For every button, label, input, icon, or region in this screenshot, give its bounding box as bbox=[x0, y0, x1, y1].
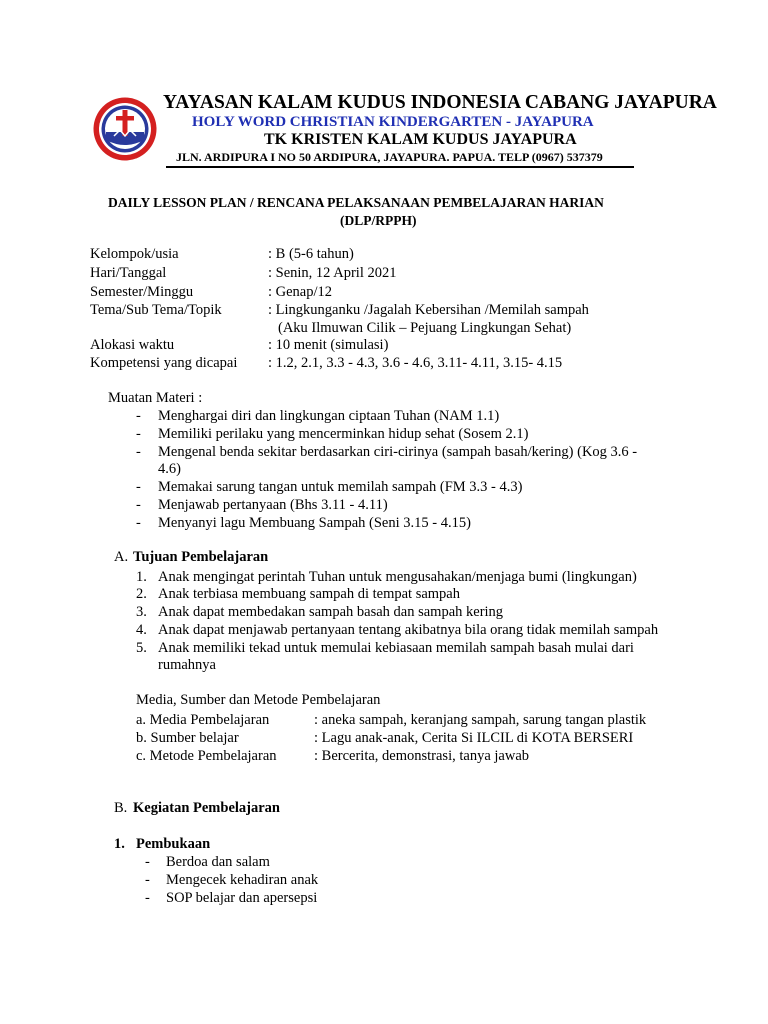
school-english-name: HOLY WORD CHRISTIAN KINDERGARTEN - JAYAPURA bbox=[192, 114, 594, 130]
tujuan-item: Anak dapat membedakan sampah basah dan sampah kering bbox=[158, 604, 504, 620]
section-a-heading: Tujuan Pembelajaran bbox=[133, 549, 269, 565]
bullet-dash: - bbox=[136, 515, 141, 531]
bullet-dash: - bbox=[136, 497, 141, 513]
info-value: : Genap/12 bbox=[268, 284, 333, 300]
bullet-dash: - bbox=[136, 408, 141, 424]
info-value: : Lingkunganku /Jagalah Kebersihan /Memilah sampah bbox=[268, 302, 589, 318]
section-b-letter: B. bbox=[114, 800, 128, 816]
bullet-dash: - bbox=[145, 872, 150, 888]
header-divider bbox=[166, 166, 634, 168]
bullet-dash: - bbox=[136, 444, 141, 460]
info-value: : Senin, 12 April 2021 bbox=[268, 265, 397, 281]
media-heading: Media, Sumber dan Metode Pembelajaran bbox=[136, 692, 381, 708]
document-subtitle: (DLP/RPPH) bbox=[340, 213, 417, 228]
section-b-heading: Kegiatan Pembelajaran bbox=[133, 800, 280, 816]
info-value: : 1.2, 2.1, 3.3 - 4.3, 3.6 - 4.6, 3.11- 4.11, 3.15- 4.15 bbox=[268, 355, 563, 371]
list-number: 5. bbox=[136, 640, 147, 656]
tujuan-item-continued: rumahnya bbox=[158, 657, 216, 673]
info-label: Semester/Minggu bbox=[90, 284, 194, 300]
list-number: 1. bbox=[136, 569, 147, 585]
muatan-item: Menjawab pertanyaan (Bhs 3.11 - 4.11) bbox=[158, 497, 388, 513]
media-value: : aneka sampah, keranjang sampah, sarung tangan plastik bbox=[314, 712, 647, 728]
muatan-item-continued: 4.6) bbox=[158, 461, 181, 477]
pembukaan-item: Berdoa dan salam bbox=[166, 854, 270, 870]
tujuan-item: Anak terbiasa membuang sampah di tempat sampah bbox=[158, 586, 460, 602]
school-address: JLN. ARDIPURA I NO 50 ARDIPURA, JAYAPURA. PAPUA. TELP (0967) 537379 bbox=[176, 150, 603, 164]
school-name: TK KRISTEN KALAM KUDUS JAYAPURA bbox=[264, 131, 577, 148]
pembukaan-item: Mengecek kehadiran anak bbox=[166, 872, 319, 888]
media-label: c. Metode Pembelajaran bbox=[136, 748, 277, 764]
subsection-number: 1. bbox=[114, 836, 125, 852]
bullet-dash: - bbox=[145, 854, 150, 870]
muatan-item: Menyanyi lagu Membuang Sampah (Seni 3.15 - 4.15) bbox=[158, 515, 471, 531]
info-label: Kompetensi yang dicapai bbox=[90, 355, 238, 371]
media-label: b. Sumber belajar bbox=[136, 730, 239, 746]
info-label: Alokasi waktu bbox=[90, 337, 175, 353]
subsection-heading: Pembukaan bbox=[136, 836, 211, 852]
info-value: : B (5-6 tahun) bbox=[268, 246, 354, 262]
bullet-dash: - bbox=[136, 426, 141, 442]
pembukaan-item: SOP belajar dan apersepsi bbox=[166, 890, 318, 906]
list-number: 4. bbox=[136, 622, 147, 638]
info-value-continued: (Aku Ilmuwan Cilik – Pejuang Lingkungan Sehat) bbox=[278, 320, 572, 336]
media-value: : Bercerita, demonstrasi, tanya jawab bbox=[314, 748, 530, 764]
section-a-letter: A. bbox=[114, 549, 129, 565]
muatan-item: Memiliki perilaku yang mencerminkan hidup sehat (Sosem 2.1) bbox=[158, 426, 529, 442]
muatan-item: Mengenal benda sekitar berdasarkan ciri-cirinya (sampah basah/kering) (Kog 3.6 - bbox=[158, 444, 638, 460]
muatan-item: Menghargai diri dan lingkungan ciptaan Tuhan (NAM 1.1) bbox=[158, 408, 500, 424]
muatan-item: Memakai sarung tangan untuk memilah sampah (FM 3.3 - 4.3) bbox=[158, 479, 523, 495]
info-label: Tema/Sub Tema/Topik bbox=[90, 302, 222, 318]
foundation-name: YAYASAN KALAM KUDUS INDONESIA CABANG JAYAPURA bbox=[163, 92, 717, 113]
media-value: : Lagu anak-anak, Cerita Si ILCIL di KOTA BERSERI bbox=[314, 730, 634, 746]
document-title: DAILY LESSON PLAN / RENCANA PELAKSANAAN PEMBELAJARAN HARIAN bbox=[108, 195, 604, 210]
info-value: : 10 menit (simulasi) bbox=[268, 337, 389, 353]
tujuan-item: Anak memiliki tekad untuk memulai kebiasaan memilah sampah basah mulai dari bbox=[158, 640, 634, 656]
school-logo bbox=[92, 96, 158, 162]
bullet-dash: - bbox=[145, 890, 150, 906]
tujuan-item: Anak mengingat perintah Tuhan untuk mengusahakan/menjaga bumi (lingkungan) bbox=[158, 569, 637, 585]
info-label: Hari/Tanggal bbox=[90, 265, 167, 281]
list-number: 2. bbox=[136, 586, 147, 602]
bullet-dash: - bbox=[136, 479, 141, 495]
muatan-heading: Muatan Materi : bbox=[108, 390, 203, 406]
media-label: a. Media Pembelajaran bbox=[136, 712, 270, 728]
info-label: Kelompok/usia bbox=[90, 246, 179, 262]
list-number: 3. bbox=[136, 604, 147, 620]
tujuan-item: Anak dapat menjawab pertanyaan tentang akibatnya bila orang tidak memilah sampah bbox=[158, 622, 659, 638]
